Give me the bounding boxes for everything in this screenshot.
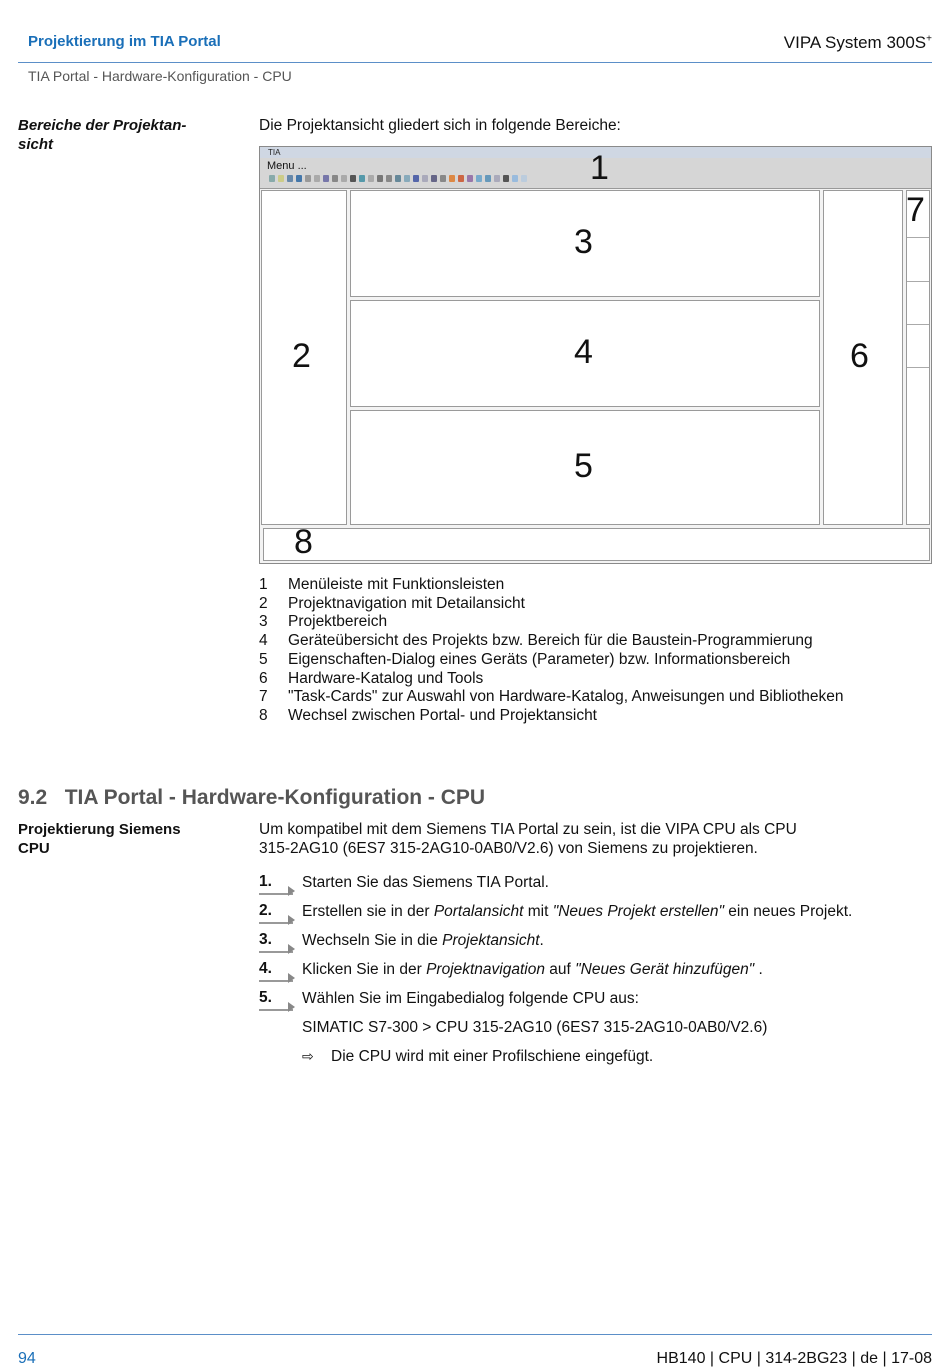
area-label-2: 2 <box>292 337 311 375</box>
step-number: 1. <box>259 873 302 893</box>
intro-text: Die Projektansicht gliedert sich in folgende Bereiche: <box>259 117 621 134</box>
area-legend <box>259 576 844 726</box>
legend-item: 6 Hardware-Katalog und Tools <box>259 669 484 687</box>
step-arrow-icon <box>259 976 293 982</box>
area-label-5: 5 <box>574 447 593 485</box>
step-item: 2. Erstellen sie in der Portalansicht mit "Neues Projekt erstellen" ein neues Projekt. <box>259 897 852 926</box>
section2-intro: Um kompatibel mit dem Siemens TIA Portal zu sein, ist die VIPA CPU als CPU 315-2AG10 (6ES7 315-2AG10-0AB0/V2.6) von Siemens zu projektieren. <box>259 821 797 857</box>
pane-task-cards <box>906 190 930 525</box>
project-view-diagram <box>259 146 932 564</box>
step-arrow-icon <box>259 1005 293 1011</box>
diagram-title-bar: TIA <box>260 147 931 158</box>
area-label-6: 6 <box>850 337 869 375</box>
section-heading: 9.2 TIA Portal - Hardware-Konfiguration - CPU <box>18 786 486 809</box>
page-number: 94 <box>18 1350 36 1367</box>
header-divider <box>18 62 932 63</box>
diagram-toolbar-icons <box>269 175 527 185</box>
step-number: 3. <box>259 931 302 951</box>
page-subtitle: TIA Portal - Hardware-Konfiguration - CPU <box>28 68 292 84</box>
legend-item: 3 Projektbereich <box>259 613 388 631</box>
area-label-1: 1 <box>590 149 609 187</box>
area-label-7: 7 <box>906 191 925 229</box>
footer-divider <box>18 1334 932 1335</box>
result-arrow-icon: ⇨ <box>302 1048 314 1064</box>
legend-item: 5 Eigenschaften-Dialog eines Geräts (Parameter) bzw. Informationsbereich <box>259 650 791 668</box>
legend-item: 1 Menüleiste mit Funktionsleisten <box>259 576 505 593</box>
step-item: 5. Wählen Sie im Eingabedialog folgende CPU aus: <box>259 984 852 1013</box>
legend-item: 8 Wechsel zwischen Portal- und Projektansicht <box>259 706 597 724</box>
step-item: 3. Wechseln Sie in die Projektansicht. <box>259 926 852 955</box>
area-label-3: 3 <box>574 223 593 261</box>
step-item: 1. Starten Sie das Siemens TIA Portal. <box>259 868 852 897</box>
product-name: VIPA System 300S+ <box>783 33 932 52</box>
chapter-title: Projektierung im TIA Portal <box>28 33 221 50</box>
legend-item: 2 Projektnavigation mit Detailansicht <box>259 594 525 612</box>
document-id: HB140 | CPU | 314-2BG23 | de | 17-08 <box>656 1350 932 1367</box>
step-result: ⇨ Die CPU wird mit einer Profilschiene eingefügt. <box>302 1047 654 1065</box>
area-label-8: 8 <box>294 523 313 561</box>
step-arrow-icon <box>259 918 293 924</box>
side-label-bereiche: Bereiche der Projektan- sicht <box>18 117 187 153</box>
pane-view-switch <box>263 528 930 561</box>
step-arrow-icon <box>259 947 293 953</box>
area-label-4: 4 <box>574 333 593 371</box>
step-arrow-icon <box>259 889 293 895</box>
legend-item: 7 "Task-Cards" zur Auswahl von Hardware-Katalog, Anweisungen und Bibliotheken <box>259 688 844 706</box>
side-label-projektierung: Projektierung Siemens CPU <box>18 821 181 857</box>
legend-item: 4 Geräteübersicht des Projekts bzw. Bereich für die Baustein-Programmierung <box>259 632 813 650</box>
step-number: 5. <box>259 989 302 1009</box>
step-number: 4. <box>259 960 302 980</box>
step-list <box>259 868 852 1071</box>
step-item: 4. Klicken Sie in der Projektnavigation auf "Neues Gerät hinzufügen" . <box>259 955 852 984</box>
step-number: 2. <box>259 902 302 922</box>
diagram-menu-label: Menu ... <box>267 160 307 172</box>
cpu-path: SIMATIC S7-300 > CPU 315-2AG10 (6ES7 315-2AG10-0AB0/V2.6) <box>302 1018 768 1036</box>
